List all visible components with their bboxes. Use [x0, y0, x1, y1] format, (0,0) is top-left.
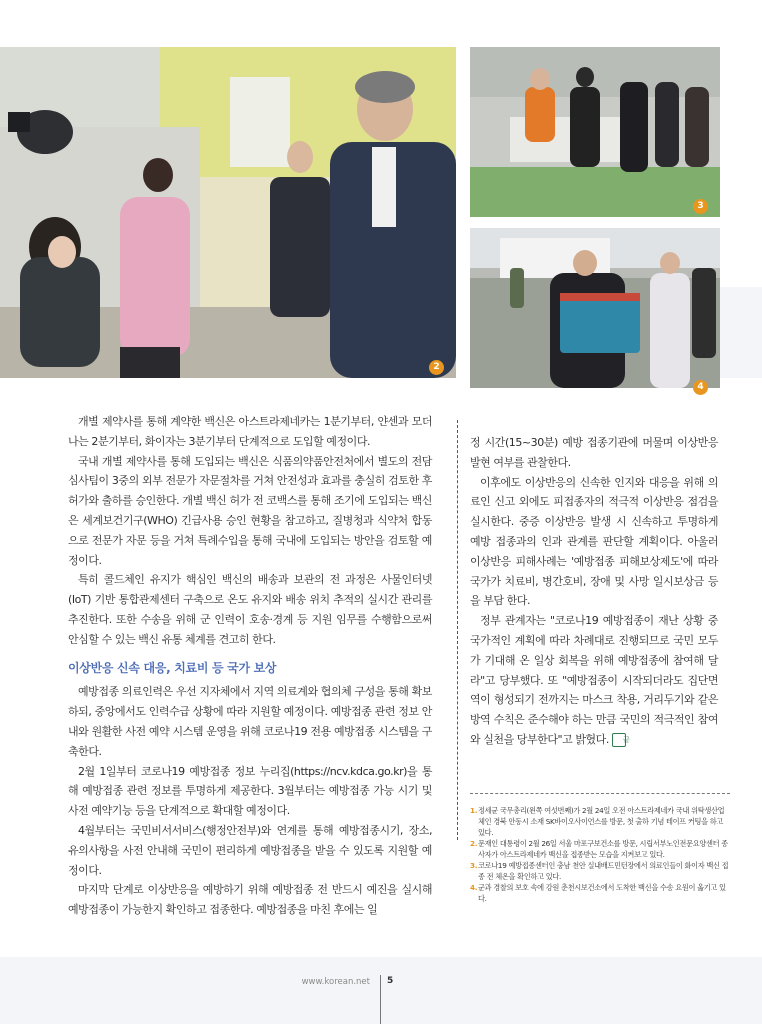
column-divider [457, 420, 458, 840]
article-right-column [470, 433, 718, 750]
caption-item: 3. 코로나19 예방접종센터인 충남 천안 실내배드민턴장에서 의료인들이 화이자 백신 접종 전 체온을 확인하고 있다. [470, 861, 729, 881]
caption-separator [470, 793, 730, 794]
paragraph: 이후에도 이상반응의 신속한 인지와 대응을 위해 의료인 신고 외에도 피접종자의 적극적 이상반응 점검을 실시한다. 중증 이상반응 발생 시 신속하고 투명하게 예방 접종과의 인과 관계를 판단할 계획이다. 아울러 이상반응 피해사례는 '예방접종 피해보상제도'에 따라 국가가 치료비, 병간호비, 장애 및 사망 일시보상금 등을 부담 한다. [470, 475, 718, 608]
paragraph: 특히 콜드체인 유지가 핵심인 백신의 배송과 보관의 전 과정은 사물인터넷(IoT) 기반 통합관제센터 구축으로 온도 유지와 배송 위치 추적의 실시간 관리를 추진한다. 또한 수송을 위해 군 인력이 호송·경계 등 지원 임무를 수행함으로써 안심할 수 있는 백신 유통 체계를 견고히 한다. [68, 573, 432, 646]
photo-vaccination [0, 47, 456, 378]
paragraph: 마지막 단계로 이상반응을 예방하기 위해 예방접종 전 반드시 예진을 실시해 예방접종이 가능한지 확인하고 접종한다. 예방접종을 마친 후에는 일 [68, 883, 432, 917]
caption-item: 1. 정세균 국무총리(왼쪽 여섯번째)가 2월 24일 오전 아스트라제네카 국내 위탁생산업체인 경북 안동시 소재 SK바이오사이언스를 방문, 첫 출하 기념 테이프 커팅을 하고 있다. [470, 806, 725, 837]
photo-temperature-check [470, 47, 720, 217]
footer-band [0, 957, 762, 1024]
photo-number-badge: 3 [693, 199, 708, 214]
footer-divider [380, 975, 381, 1024]
article-left-column [68, 412, 432, 920]
paragraph [470, 611, 718, 750]
paragraph: 국내 개별 제약사를 통해 도입되는 백신은 식품의약품안전처에서 별도의 전담심사팀이 3중의 외부 전문가 자문절차를 거쳐 안전성과 효과를 충실히 검토한 후 허가와 출하를 승인한다. 개별 백신 허가 전 코백스를 통해 조기에 도입되는 백신은 세계보건기구(WHO) 긴급사용 승인 현황을 참고하고, 질병청과 식약처 합동으로 전문가 자문 등을 거쳐 특례수입을 통해 국내에 도입되는 방안을 검토할 예정이다. [68, 454, 432, 567]
footer-url: www.korean.net [301, 977, 370, 987]
side-band [720, 287, 762, 378]
paragraph: 정 시간(15~30분) 예방 접종기관에 머물며 이상반응 발현 여부를 관찰한다. [470, 436, 718, 469]
photo-number-badge: 4 [693, 380, 708, 395]
photo-number-badge: 2 [429, 360, 444, 375]
paragraph-text: 정부 관계자는 "코로나19 예방접종이 재난 상황 중 국가적인 계획에 따라 차례대로 진행되므로 국민 모두가 기대해 온 일상 회복을 위해 예방접종에 참여해 달라"고 당부했다. 또 "예방접종이 시작되더라도 집단면역이 형성되기 전까지는 마스크 착용, 거리두기와 같은 방역 수칙은 준수해야 하는 만큼 국민의 적극적인 참여와 실천을 당부한다"고 밝혔다. [470, 614, 718, 746]
paragraph: 4월부터는 국민비서서비스(행정안전부)와 연계를 통해 예방접종시기, 장소, 유의사항을 사전 안내해 국민이 편리하게 예방접종을 받을 수 있도록 지원할 예정이다. [68, 823, 432, 877]
paragraph: 예방접종 의료인력은 우선 지자체에서 지역 의료계와 협의체 구성을 통해 확보하되, 중앙에서도 인력수급 상황에 따라 지원할 예정이다. 예방접종 관련 정보 안내와 원활한 사전 예약 시스템 운영을 위해 코로나19 전용 예방접종 시스템을 구축한다. [68, 685, 432, 758]
caption-item: 2. 문재인 대통령이 2월 26일 서울 마포구보건소를 방문, 시립서부노인전문요양센터 종사자가 아스트라제네카 백신을 접종받는 모습을 지켜보고 있다. [470, 839, 728, 859]
page-number: 5 [387, 976, 394, 986]
photo-vaccine-delivery [470, 228, 720, 388]
end-mark-icon: 끝 [612, 733, 626, 747]
section-heading: 이상반응 신속 대응, 치료비 등 국가 보상 [68, 660, 277, 675]
caption-item: 4. 군과 경찰의 보호 속에 강원 춘천시보건소에서 도착한 백신을 수송 요원이 옮기고 있다. [470, 883, 726, 903]
paragraph: 개별 제약사를 통해 계약한 백신은 아스트라제네카는 1분기부터, 얀센과 모더나는 2분기부터, 화이자는 3분기부터 단계적으로 도입할 예정이다. [68, 415, 432, 448]
paragraph: 2월 1일부터 코로나19 예방접종 정보 누리집(https://ncv.kdca.go.kr)을 통해 예방접종 관련 정보를 투명하게 제공한다. 3월부터는 예방접종 가능 시기 및 사전 예약기능 등을 단계적으로 확대할 예정이다. [68, 764, 432, 818]
photo-captions [470, 805, 730, 904]
